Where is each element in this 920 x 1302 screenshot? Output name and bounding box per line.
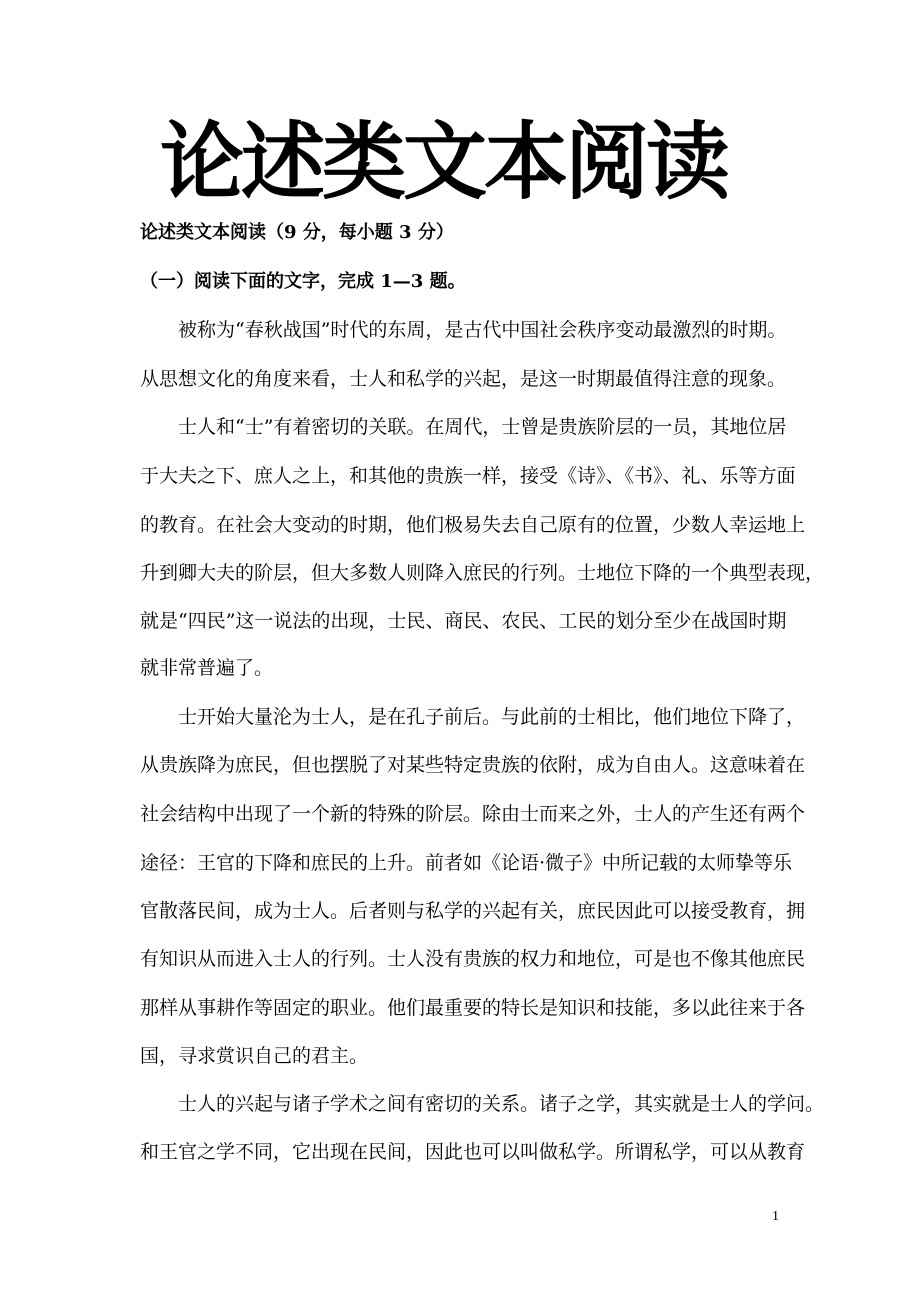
page-number: 1 — [772, 1209, 779, 1224]
paragraph-line: 士人的兴起与诸子学术之间有密切的关系。诸子之学，其实就是士人的学问。 — [178, 1093, 825, 1115]
paragraph-line: 被称为“春秋战国”时代的东周，是古代中国社会秩序变动最激烈的时期。 — [178, 319, 787, 341]
paragraph-line: 士开始大量沦为士人，是在孔子前后。与此前的士相比，他们地位下降了， — [178, 706, 806, 728]
paragraph-line: 国，寻求赏识自己的君主。 — [140, 1045, 369, 1067]
question-prompt: （一）阅读下面的文字，完成 1—3 题。 — [140, 271, 466, 292]
paragraph-line: 途径：王官的下降和庶民的上升。前者如《论语·微子》中所记载的太师挚等乐 — [140, 852, 793, 874]
paragraph-line: 就是“四民”这一说法的出现，士民、商民、农民、工民的划分至少在战国时期 — [140, 610, 787, 632]
paragraph-line: 于大夫之下、庶人之上，和其他的贵族一样，接受《诗》、《书》、礼、乐等方面 — [140, 465, 796, 487]
paragraph-line: 士人和“士”有着密切的关联。在周代，士曾是贵族阶层的一员，其地位居 — [178, 416, 787, 438]
page-title: 论述类文本阅读 — [160, 113, 728, 211]
paragraph-line: 官散落民间，成为士人。后者则与私学的兴起有关，庶民因此可以接受教育，拥 — [140, 900, 806, 922]
paragraph-line: 就非常普遍了。 — [140, 657, 274, 679]
paragraph-line: 从思想文化的角度来看，士人和私学的兴起，是这一时期最值得注意的现象。 — [140, 368, 787, 390]
paragraph-line: 那样从事耕作等固定的职业。他们最重要的特长是知识和技能，多以此往来于各 — [140, 997, 806, 1019]
paragraph-line: 社会结构中出现了一个新的特殊的阶层。除由士而来之外，士人的产生还有两个 — [140, 803, 806, 825]
paragraph-line: 升到卿大夫的阶层，但大多数人则降入庶民的行列。士地位下降的一个典型表现， — [140, 562, 825, 584]
section-heading: 论述类文本阅读（9 分，每小题 3 分） — [140, 222, 454, 243]
paragraph-line: 和王官之学不同，它出现在民间，因此也可以叫做私学。所谓私学，可以从教育 — [140, 1141, 806, 1163]
paragraph-line: 有知识从而进入士人的行列。士人没有贵族的权力和地位，可是也不像其他庶民 — [140, 948, 806, 970]
paragraph-line: 的教育。在社会大变动的时期，他们极易失去自己原有的位置，少数人幸运地上 — [140, 514, 806, 536]
paragraph-line: 从贵族降为庶民，但也摆脱了对某些特定贵族的依附，成为自由人。这意味着在 — [140, 754, 806, 776]
